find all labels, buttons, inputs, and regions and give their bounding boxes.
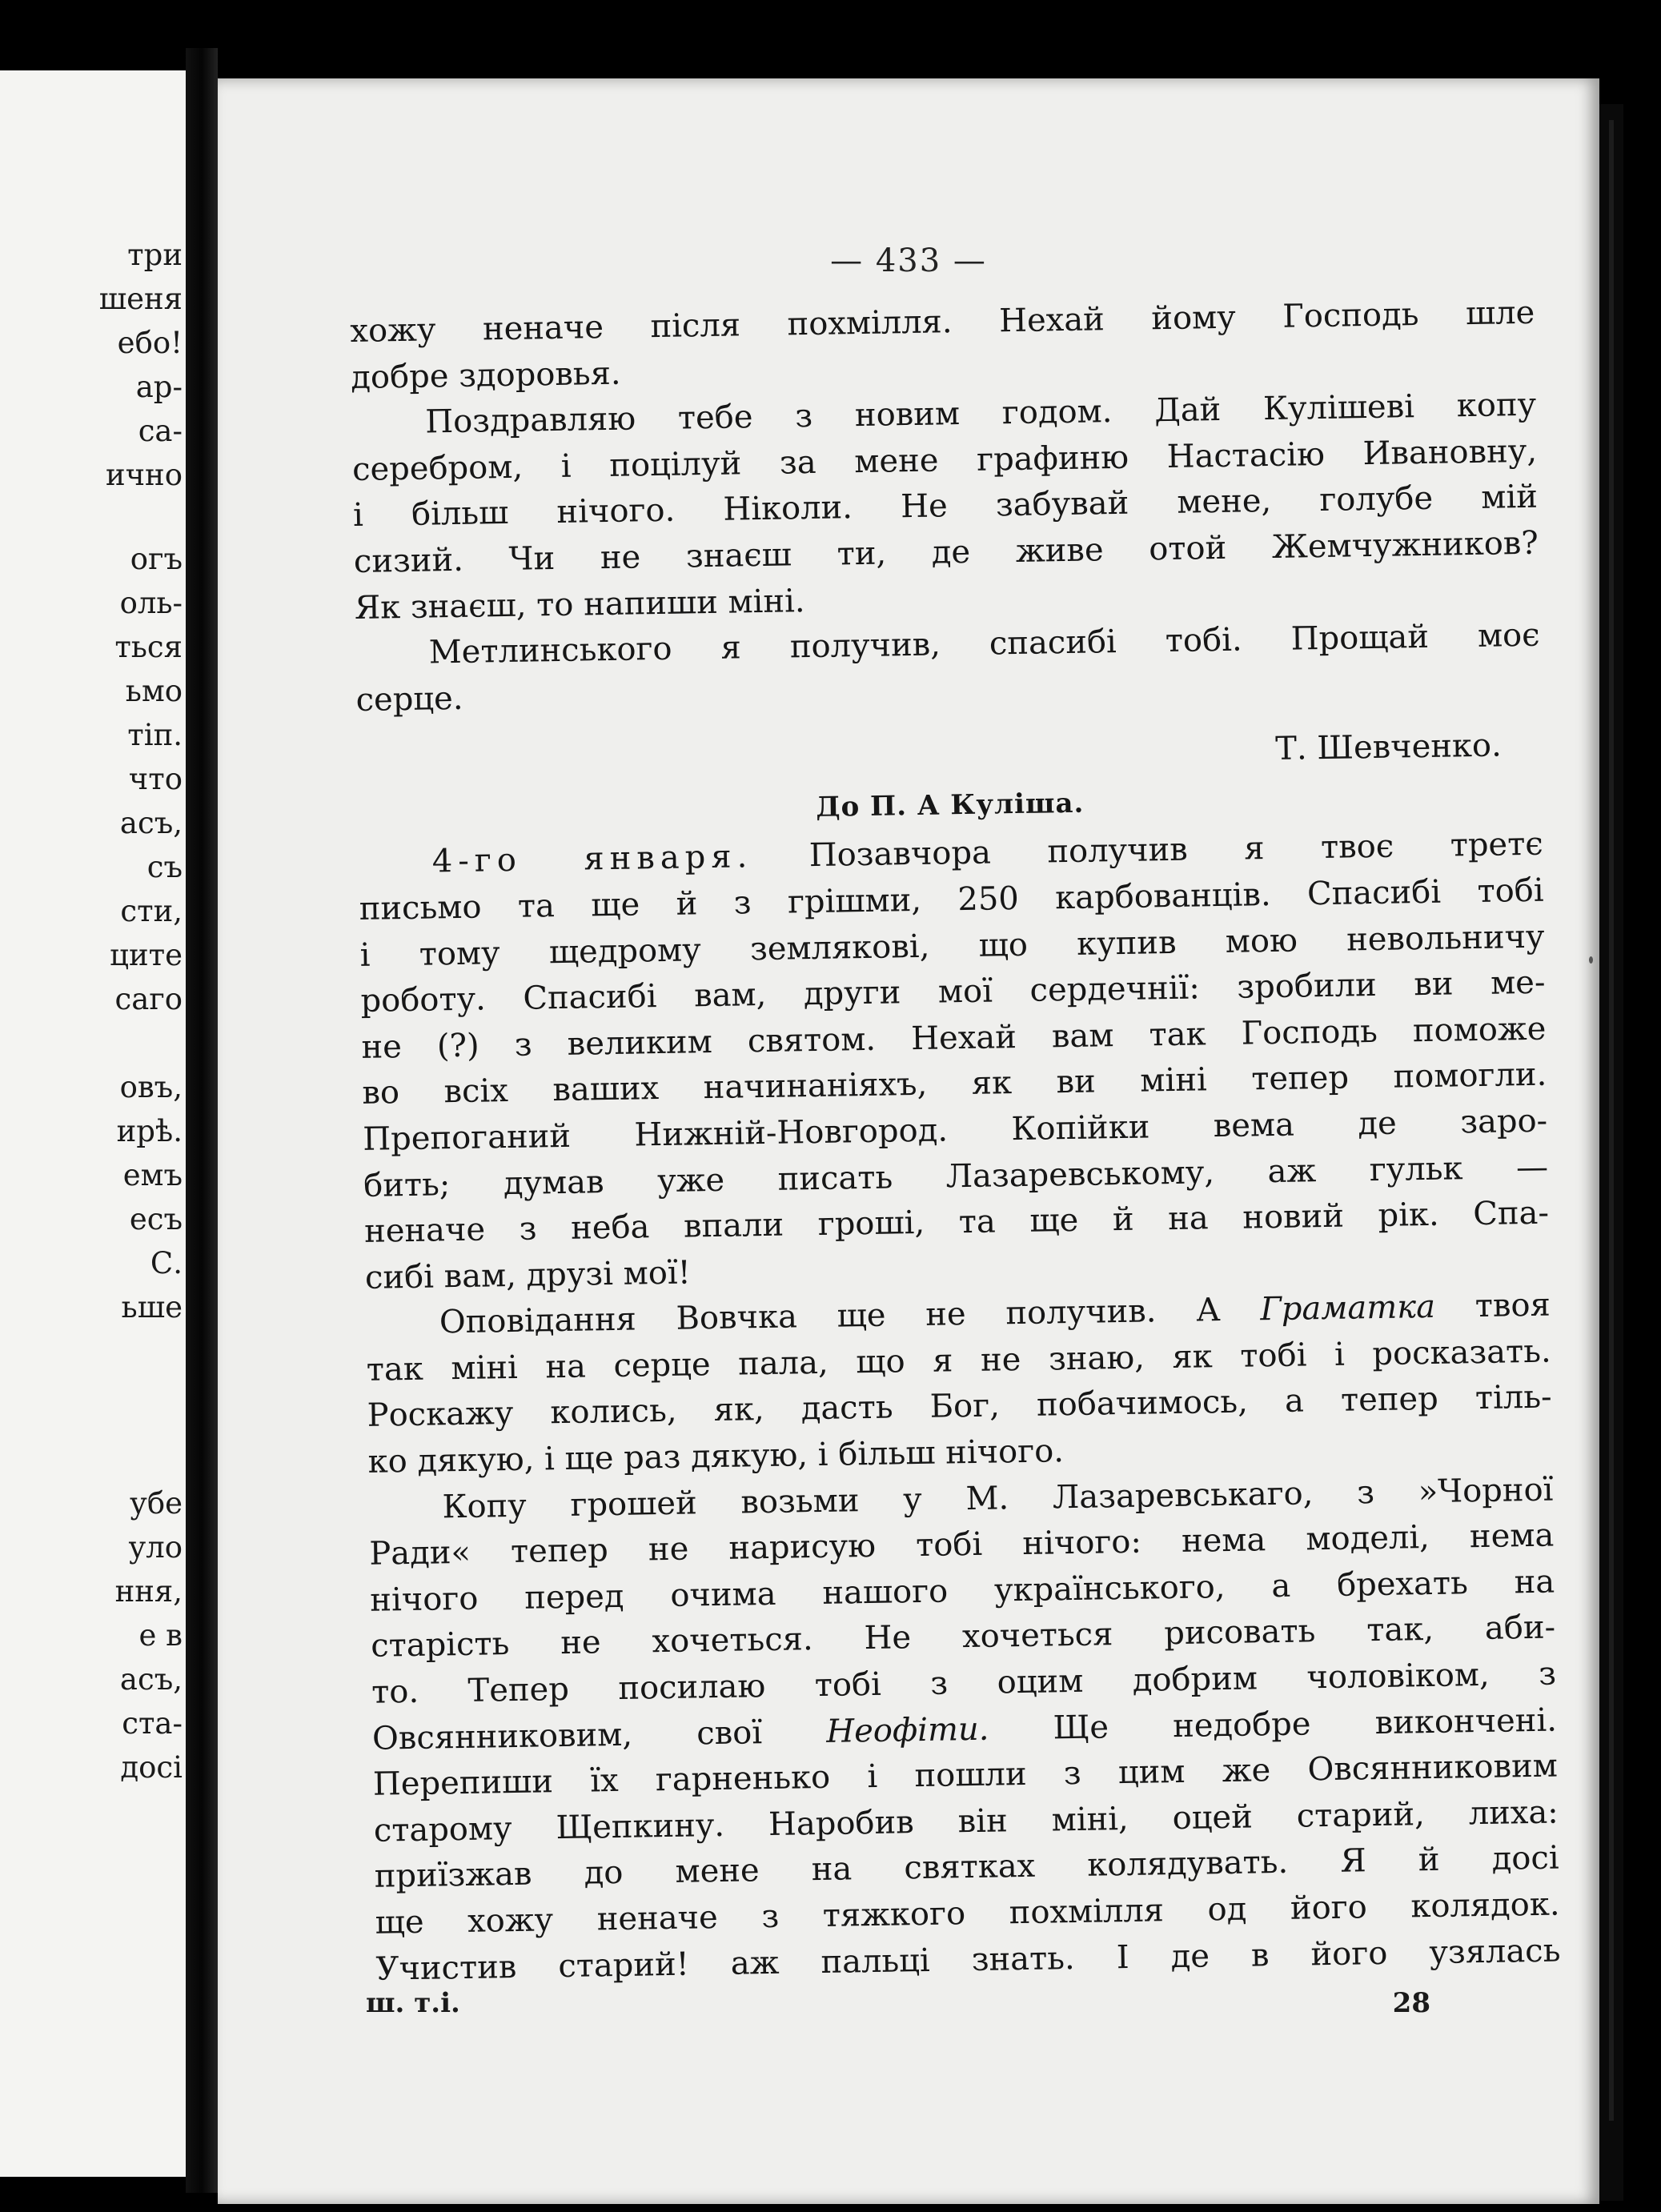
left-page-fragment-text: ння, <box>114 1574 183 1609</box>
left-page-fragment-text: ично <box>105 458 183 492</box>
text-line: Копу грошей возьми у М. Лазаревськаго, з »Чорної <box>442 1471 1554 1526</box>
italic-title: Неофіти. <box>825 1710 989 1750</box>
main-page <box>218 78 1599 2204</box>
dust-speck <box>1589 956 1593 964</box>
text-line: і тому щедрому землякові, що купив мою невольничу <box>359 918 1545 974</box>
signature: Т. Шевченко. <box>1274 727 1503 768</box>
text-line: роботу. Спасибі вам, други мої сердечнії: зробили ви ме- <box>360 964 1546 1020</box>
text-line: не (?) з великим святом. Нехай вам так Господь поможе <box>361 1010 1547 1066</box>
left-page-fragment-text: ебо! <box>117 326 183 360</box>
text-line: Метлинського я получив, спасибі тобі. Прощай моє <box>428 616 1540 671</box>
page-edge-strip <box>1609 120 1614 2121</box>
text-line: Роскажу колись, як, дасть Бог, побачимось, а тепер тіль- <box>367 1379 1552 1435</box>
signature-mark: ш. т.і. <box>366 1987 460 2019</box>
letter-heading: До П. А Куліша. <box>816 787 1085 824</box>
text-line: то. Тепер посилаю тобі з оцим добрим чоловіком, з <box>371 1655 1557 1711</box>
left-page-fragment-text: емъ <box>122 1158 183 1192</box>
text-line: хожу неначе після похмілля. Нехай йому Господь шле <box>350 294 1535 350</box>
left-page-fragment-text: са- <box>138 414 183 448</box>
left-page-fragment-text: ться <box>114 630 183 664</box>
text-line: нічого перед очима нашого українського, а брехать на <box>369 1563 1555 1619</box>
left-page-fragment-text: ирѣ. <box>116 1114 183 1148</box>
page-text <box>350 291 1561 1993</box>
left-page-fragment-text: ьмо <box>125 674 183 708</box>
text-line: старість не хочеться. Не хочеться рисовать так, аби- <box>370 1609 1556 1665</box>
text-line: приїзжав до мене на святках колядувать. Я й досі <box>374 1839 1559 1896</box>
text-fragment: Овсянниковим, свої <box>371 1713 763 1757</box>
left-page-fragment-text: ар- <box>135 370 183 404</box>
left-page-fragment-text: досі <box>120 1750 183 1785</box>
left-page-fragment-text: ьше <box>121 1290 183 1324</box>
left-page-fragment-text: уло <box>128 1530 183 1565</box>
letter-date: 4-го января. <box>431 838 753 880</box>
left-page-fragment-text: С. <box>150 1246 183 1280</box>
text-line: так міні на серце пала, що я не знаю, як тобі і росказать. <box>366 1332 1552 1389</box>
text-line: добре здоровья. <box>350 355 621 396</box>
left-page-fragment <box>0 70 186 2177</box>
text-line: неначе з неба впали гроші, та ще й на новий рік. Спа- <box>363 1194 1550 1250</box>
text-line: ко дякую, і ще раз дякую, і більш нічого. <box>367 1433 1065 1481</box>
text-fragment: твоя <box>1474 1286 1551 1325</box>
left-page-fragment-text: съ <box>146 850 183 884</box>
sheet-number: 28 <box>1392 1987 1430 2019</box>
left-page-fragment-text: ците <box>110 938 183 972</box>
text-line: Як знаєш, то напиши міні. <box>354 582 805 627</box>
text-line: сибі вам, друзі мої! <box>364 1254 692 1296</box>
left-page-fragment-text: что <box>128 762 183 796</box>
left-page-fragment-text: овъ, <box>119 1070 183 1104</box>
left-page-fragment-text: убе <box>130 1486 183 1521</box>
text-line: бить; думав уже писать Лазаревському, аж гульк — <box>363 1148 1549 1204</box>
text-line: ще хожу неначе з тяжкого похмілля од його колядок. <box>375 1885 1560 1942</box>
left-page-fragment-text: оль- <box>119 586 183 620</box>
text-line: во всіх ваших начинаніяхъ, як ви міні тепер помогли. <box>362 1056 1547 1112</box>
left-page-fragment-text: ста- <box>122 1706 183 1741</box>
text-fragment: Ще недобре викончені. <box>1053 1701 1558 1747</box>
left-page-fragment-text: сти, <box>120 894 183 928</box>
text-line: старому Щепкину. Наробив він міні, оцей старий, лиха: <box>373 1793 1559 1849</box>
text-line: і більш нічого. Ніколи. Не забувай мене, голубе мій <box>352 479 1539 535</box>
book-gutter <box>186 48 218 2193</box>
left-page-fragment-text: е в <box>138 1618 183 1653</box>
left-page-fragment-text: шеня <box>98 282 183 316</box>
page-footer <box>366 1987 1430 2019</box>
left-page-fragment-text: три <box>127 238 183 272</box>
left-page-fragment-text: саго <box>114 982 183 1016</box>
text-line: Перепиши їх гарненько і пошли з цим же Овсянниковим <box>372 1747 1559 1803</box>
text-line: письмо та ще й з грішми, 250 карбованців. Спасибі тобі <box>359 872 1544 928</box>
text-fragment: Оповідання Вовчка ще не получив. А <box>439 1292 1221 1341</box>
left-page-fragment-text: есъ <box>129 1202 183 1236</box>
text-line: Учистив старий! аж пальці знать. І де в його узялась <box>375 1932 1561 1988</box>
left-page-fragment-text: асъ, <box>119 806 183 840</box>
text-line: серебром, і поцілуй за мене графиню Настасію Ивановну, <box>351 432 1538 488</box>
text-line: Поздравляю тебе з новим годом. Дай Кулішеві копу <box>424 386 1537 441</box>
page-number: — 433 — <box>830 242 987 279</box>
text-fragment: Позавчора получив я твоє третє <box>808 826 1544 875</box>
text-line: сизий. Чи не знаєш ти, де живе отой Жемчужников? <box>353 524 1539 580</box>
text-line: Препоганий Нижній-Новгород. Копійки вема де заро- <box>362 1102 1548 1158</box>
left-page-fragment-text: асъ, <box>119 1662 183 1697</box>
italic-title: Граматка <box>1260 1288 1436 1328</box>
left-page-fragment-text: огъ <box>130 542 183 576</box>
text-line: серце. <box>355 679 463 719</box>
text-line: Ради« тепер не нарисую тобі нічого: нема моделі, нема <box>369 1517 1555 1573</box>
left-page-fragment-text: тіп. <box>127 718 183 752</box>
